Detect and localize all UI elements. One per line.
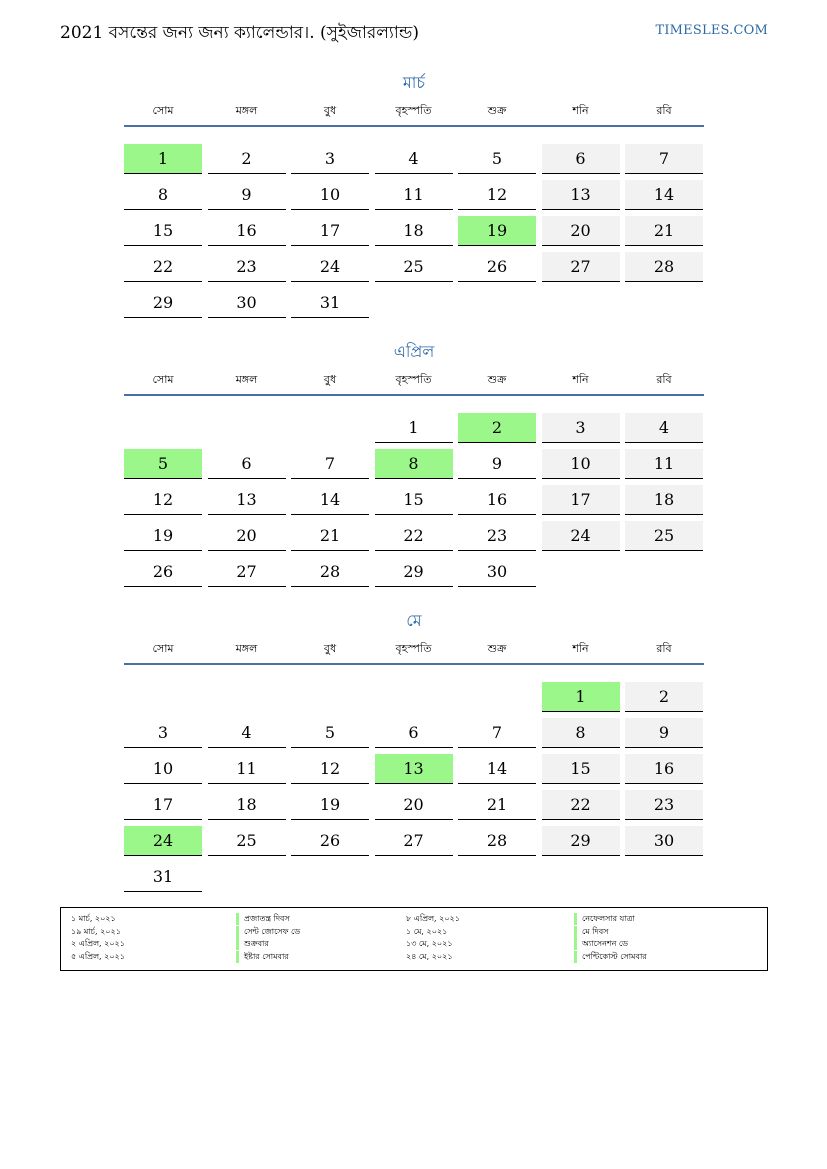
page-title: 2021 বসন্তের জন্য জন্য ক্যালেন্ডার।. (সুইজারল্যান্ড) bbox=[60, 23, 419, 43]
day-cell: 11 bbox=[375, 180, 453, 210]
day-cell: 24 bbox=[542, 521, 620, 551]
day-cell: 25 bbox=[208, 826, 286, 856]
day-cell: 13 bbox=[542, 180, 620, 210]
weekday-label: শনি bbox=[572, 104, 589, 117]
day-cell: 15 bbox=[124, 216, 202, 246]
legend-date: ১ মার্চ, ২০২১ bbox=[71, 914, 116, 923]
day-cell: 20 bbox=[375, 790, 453, 820]
holiday-day-cell: 5 bbox=[124, 449, 202, 479]
day-cell: 27 bbox=[542, 252, 620, 282]
weekday-label: মঙ্গল bbox=[235, 373, 258, 386]
day-cell: 30 bbox=[458, 557, 536, 587]
day-cell: 2 bbox=[625, 682, 703, 712]
day-cell: 23 bbox=[208, 252, 286, 282]
weekday-label: শুক্র bbox=[487, 642, 507, 655]
day-cell: 4 bbox=[625, 413, 703, 443]
holiday-day-cell: 13 bbox=[375, 754, 453, 784]
day-cell: 17 bbox=[124, 790, 202, 820]
weekday-header-row bbox=[124, 102, 704, 122]
day-cell: 9 bbox=[458, 449, 536, 479]
day-cell: 26 bbox=[291, 826, 369, 856]
holiday-day-cell: 1 bbox=[542, 682, 620, 712]
weekday-header-row bbox=[124, 640, 704, 660]
day-cell: 10 bbox=[291, 180, 369, 210]
legend-date: ৮ এপ্রিল, ২০২১ bbox=[406, 914, 460, 923]
weekday-label: মঙ্গল bbox=[235, 104, 258, 117]
month-calendar-april bbox=[124, 339, 704, 591]
day-cell: 19 bbox=[124, 521, 202, 551]
month-calendar-march bbox=[124, 70, 704, 322]
holiday-day-cell: 19 bbox=[458, 216, 536, 246]
day-cell: 30 bbox=[625, 826, 703, 856]
legend-holiday-name: প্রজাতন্ত্র দিবস bbox=[236, 913, 290, 925]
day-cell: 27 bbox=[375, 826, 453, 856]
weekday-label: শনি bbox=[572, 642, 589, 655]
day-cell: 29 bbox=[124, 288, 202, 318]
day-cell: 10 bbox=[542, 449, 620, 479]
day-cell: 25 bbox=[625, 521, 703, 551]
header-divider bbox=[124, 394, 704, 396]
legend-holiday-name: পেন্টিকোস্ট সোমবার bbox=[574, 951, 647, 963]
weekday-label: বৃহস্পতি bbox=[395, 373, 432, 386]
day-cell: 12 bbox=[124, 485, 202, 515]
legend-holiday-name: মে দিবস bbox=[574, 926, 608, 938]
day-cell: 24 bbox=[291, 252, 369, 282]
day-cell: 28 bbox=[625, 252, 703, 282]
day-cell: 7 bbox=[291, 449, 369, 479]
weekday-label: বুধ bbox=[323, 104, 337, 117]
day-cell: 14 bbox=[291, 485, 369, 515]
day-cell: 1 bbox=[375, 413, 453, 443]
day-cell: 17 bbox=[542, 485, 620, 515]
day-cell: 3 bbox=[542, 413, 620, 443]
day-cell: 23 bbox=[625, 790, 703, 820]
day-cell: 28 bbox=[291, 557, 369, 587]
day-cell: 15 bbox=[375, 485, 453, 515]
day-cell: 18 bbox=[625, 485, 703, 515]
day-cell: 5 bbox=[458, 144, 536, 174]
weekday-header-row bbox=[124, 371, 704, 391]
weekday-label: সোম bbox=[152, 373, 174, 386]
day-cell: 31 bbox=[124, 862, 202, 892]
legend-holiday-name: অ্যাসেনশন ডে bbox=[574, 938, 628, 950]
legend-holiday-name: নেফেলসার যাত্রা bbox=[574, 913, 635, 925]
day-cell: 11 bbox=[208, 754, 286, 784]
weekday-label: সোম bbox=[152, 104, 174, 117]
day-cell: 16 bbox=[208, 216, 286, 246]
day-cell: 12 bbox=[458, 180, 536, 210]
day-cell: 27 bbox=[208, 557, 286, 587]
weekday-label: রবি bbox=[656, 104, 672, 117]
weekday-label: শুক্র bbox=[487, 373, 507, 386]
day-cell: 18 bbox=[208, 790, 286, 820]
day-cell: 8 bbox=[124, 180, 202, 210]
day-cell: 6 bbox=[208, 449, 286, 479]
day-cell: 21 bbox=[625, 216, 703, 246]
day-cell: 29 bbox=[375, 557, 453, 587]
day-cell: 12 bbox=[291, 754, 369, 784]
day-cell: 16 bbox=[625, 754, 703, 784]
weekday-label: বৃহস্পতি bbox=[395, 642, 432, 655]
day-cell: 28 bbox=[458, 826, 536, 856]
legend-date: ১ মে, ২০২১ bbox=[406, 926, 448, 936]
day-cell: 31 bbox=[291, 288, 369, 318]
month-title: মে bbox=[406, 611, 422, 630]
day-cell: 5 bbox=[291, 718, 369, 748]
day-cell: 21 bbox=[291, 521, 369, 551]
legend-holiday-name: শুক্রবার bbox=[236, 938, 269, 950]
weekday-label: রবি bbox=[656, 642, 672, 655]
weekday-label: সোম bbox=[152, 642, 174, 655]
weekday-label: শনি bbox=[572, 373, 589, 386]
day-cell: 23 bbox=[458, 521, 536, 551]
legend-date: ১৯ মার্চ, ২০২১ bbox=[71, 926, 121, 936]
day-cell: 22 bbox=[542, 790, 620, 820]
holiday-day-cell: 8 bbox=[375, 449, 453, 479]
weekday-label: মঙ্গল bbox=[235, 642, 258, 655]
weekday-label: বুধ bbox=[323, 642, 337, 655]
header-divider bbox=[124, 663, 704, 665]
day-cell: 26 bbox=[124, 557, 202, 587]
day-cell: 19 bbox=[291, 790, 369, 820]
page-header bbox=[60, 18, 768, 46]
weekday-label: শুক্র bbox=[487, 104, 507, 117]
day-cell: 3 bbox=[124, 718, 202, 748]
day-cell: 6 bbox=[375, 718, 453, 748]
day-cell: 7 bbox=[625, 144, 703, 174]
day-cell: 16 bbox=[458, 485, 536, 515]
day-cell: 13 bbox=[208, 485, 286, 515]
day-cell: 4 bbox=[375, 144, 453, 174]
day-cell: 9 bbox=[208, 180, 286, 210]
day-cell: 18 bbox=[375, 216, 453, 246]
day-cell: 10 bbox=[124, 754, 202, 784]
legend-date: ২ এপ্রিল, ২০২১ bbox=[71, 939, 125, 948]
day-cell: 2 bbox=[208, 144, 286, 174]
day-cell: 25 bbox=[375, 252, 453, 282]
weekday-label: বৃহস্পতি bbox=[395, 104, 432, 117]
day-cell: 14 bbox=[458, 754, 536, 784]
day-cell: 14 bbox=[625, 180, 703, 210]
month-title: এপ্রিল bbox=[393, 342, 435, 361]
legend-holiday-name: ইষ্টার সোমবার bbox=[236, 951, 289, 963]
holiday-day-cell: 2 bbox=[458, 413, 536, 443]
site-brand-link[interactable]: TIMESLES.COM bbox=[655, 23, 768, 38]
day-cell: 20 bbox=[542, 216, 620, 246]
day-cell: 7 bbox=[458, 718, 536, 748]
month-title: মার্চ bbox=[402, 73, 426, 92]
day-cell: 22 bbox=[124, 252, 202, 282]
day-cell: 30 bbox=[208, 288, 286, 318]
holiday-day-cell: 1 bbox=[124, 144, 202, 174]
day-cell: 3 bbox=[291, 144, 369, 174]
day-cell: 17 bbox=[291, 216, 369, 246]
day-cell: 22 bbox=[375, 521, 453, 551]
day-cell: 9 bbox=[625, 718, 703, 748]
day-cell: 15 bbox=[542, 754, 620, 784]
day-cell: 26 bbox=[458, 252, 536, 282]
day-cell: 4 bbox=[208, 718, 286, 748]
day-cell: 29 bbox=[542, 826, 620, 856]
header-divider bbox=[124, 125, 704, 127]
legend-date: ১৩ মে, ২০২১ bbox=[406, 939, 453, 948]
legend-date: ২৪ মে, ২০২১ bbox=[406, 951, 453, 961]
legend-holiday-name: সেন্ট জোসেফ ডে bbox=[236, 926, 300, 938]
day-cell: 8 bbox=[542, 718, 620, 748]
day-cell: 21 bbox=[458, 790, 536, 820]
day-cell: 6 bbox=[542, 144, 620, 174]
holiday-legend bbox=[60, 907, 768, 971]
day-cell: 20 bbox=[208, 521, 286, 551]
month-calendar-may bbox=[124, 608, 704, 896]
weekday-label: রবি bbox=[656, 373, 672, 386]
legend-date: ৫ এপ্রিল, ২০২১ bbox=[71, 951, 125, 961]
weekday-label: বুধ bbox=[323, 373, 337, 386]
holiday-day-cell: 24 bbox=[124, 826, 202, 856]
day-cell: 11 bbox=[625, 449, 703, 479]
